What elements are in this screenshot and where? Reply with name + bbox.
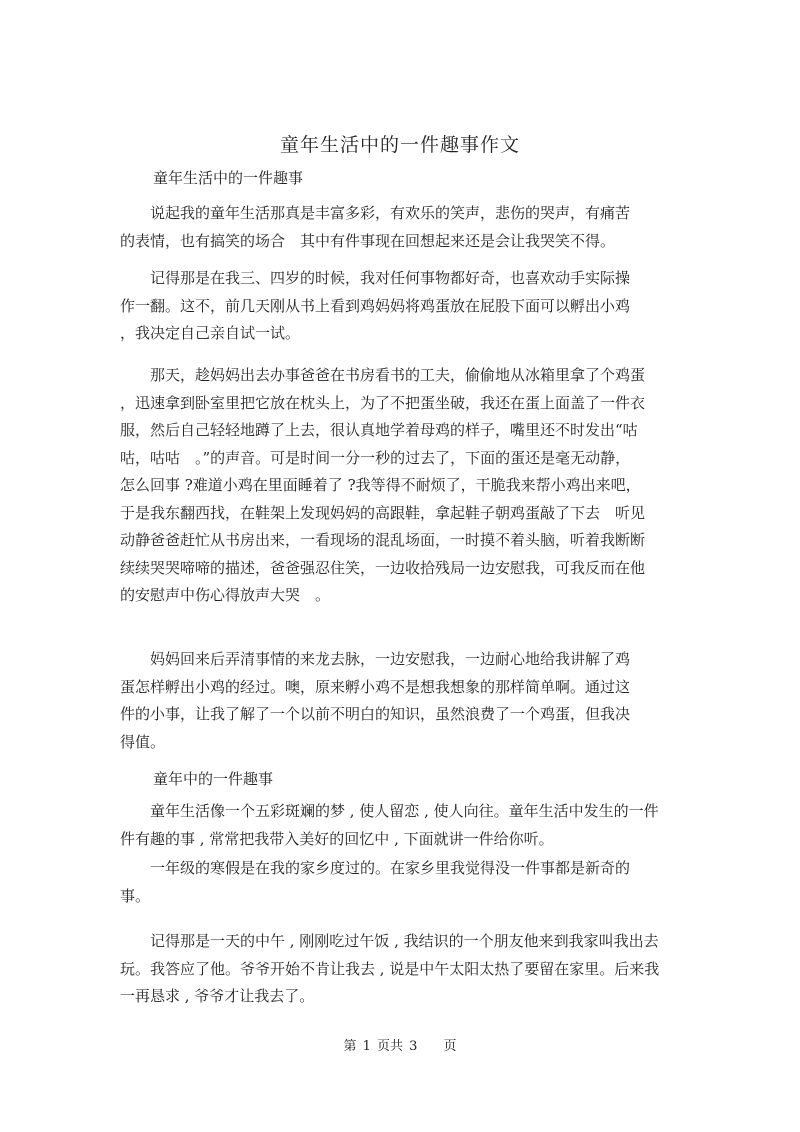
paragraph-1 <box>120 200 680 255</box>
paragraph-line: 玩。我答应了他。爷爷开始不肯让我去 , 说是中午太阳太热了要留在家里。后来我 <box>120 959 660 978</box>
paragraph-line: 童年生活像一个五彩斑斓的梦 , 使人留恋 , 使人向往。童年生活中发生的一件 <box>120 802 659 820</box>
paragraph-2 <box>120 265 680 348</box>
paragraph-line: 事。 <box>120 886 151 905</box>
section-heading-1: 童年生活中的一件趣事 <box>153 169 304 187</box>
paragraph-6 <box>120 855 680 910</box>
paragraph-line: 一年级的寒假是在我的家乡度过的。在家乡里我觉得没一件事都是新奇的 <box>120 859 631 877</box>
paragraph-line: 记得那是在我三、四岁的时候，我对任何事物都好奇，也喜欢动手实际操 <box>120 269 631 287</box>
paragraph-line: 妈妈回来后弄清事情的来龙去脉，一边安慰我，一边耐心地给我讲解了鸡 <box>120 650 631 668</box>
paragraph-line: 作一翻。这不，前几天刚从书上看到鸡妈妈将鸡蛋放在屁股下面可以孵出小鸡 <box>120 296 631 315</box>
paragraph-4 <box>120 646 680 756</box>
paragraph-line: 得值。 <box>120 732 166 751</box>
paragraph-3 <box>120 362 680 610</box>
paragraph-line: 咕，咕咕 。”的声音。可是时间一分一秒的过去了，下面的蛋还是毫无动静， <box>120 448 631 467</box>
document-title: 童年生活中的一件趣事作文 <box>279 134 520 156</box>
paragraph-line: ，迅速拿到卧室里把它放在枕头上，为了不把蛋坐破，我还在蛋上面盖了一件衣 <box>120 393 646 412</box>
paragraph-line: 的安慰声中伤心得放声大哭 。 <box>120 586 331 604</box>
paragraph-line: 的表情，也有搞笑的场合 其中有件事现在回想起来还是会让我哭笑不得。 <box>120 231 616 250</box>
paragraph-line: ，我决定自己亲自试一试。 <box>120 324 301 342</box>
section-heading-2: 童年中的一件趣事 <box>153 770 274 788</box>
paragraph-line: 说起我的童年生活那真是丰富多彩，有欢乐的笑声，悲伤的哭声，有痛苦 <box>120 204 631 222</box>
paragraph-line: 件有趣的事 , 常常把我带入美好的回忆中 , 下面就讲一件给你听。 <box>120 829 554 848</box>
page-number-footer: 第 1 页共 3 页 <box>343 1039 457 1054</box>
paragraph-line: 动静爸爸赶忙从书房出来，一看现场的混乱场面，一时摸不着头脑，听着我断断 <box>120 531 646 549</box>
paragraph-line: 件的小事，让我了解了一个以前不明白的知识，虽然浪费了一个鸡蛋，但我决 <box>120 705 631 723</box>
paragraph-line: 续续哭哭啼啼的描述，爸爸强忍住笑，一边收拾残局一边安慰我，可我反而在他 <box>120 558 646 577</box>
paragraph-line: 服，然后自己轻轻地蹲了上去，很认真地学着母鸡的样子，嘴里还不时发出“咕 <box>120 421 638 439</box>
paragraph-line: 怎么回事 ?难道小鸡在里面睡着了 ?我等得不耐烦了，干脆我来帮小鸡出来吧， <box>120 476 641 494</box>
paragraph-line: 于是我东翻西找，在鞋架上发现妈妈的高跟鞋，拿起鞋子朝鸡蛋敲了下去 听见 <box>120 503 646 522</box>
paragraph-7 <box>120 928 680 1011</box>
paragraph-line: 那天，趁妈妈出去办事爸爸在书房看书的工夫，偷偷地从冰箱里拿了个鸡蛋 <box>120 366 646 384</box>
paragraph-line: 一再恳求 , 爷爷才让我去了。 <box>120 987 315 1005</box>
paragraph-line: 蛋怎样孵出小鸡的经过。噢，原来孵小鸡不是想我想象的那样简单啊。通过这 <box>120 677 631 696</box>
paragraph-5 <box>120 798 680 853</box>
paragraph-line: 记得那是一天的中午 , 刚刚吃过午饭 , 我结识的一个朋友他来到我家叫我出去 <box>120 932 659 950</box>
